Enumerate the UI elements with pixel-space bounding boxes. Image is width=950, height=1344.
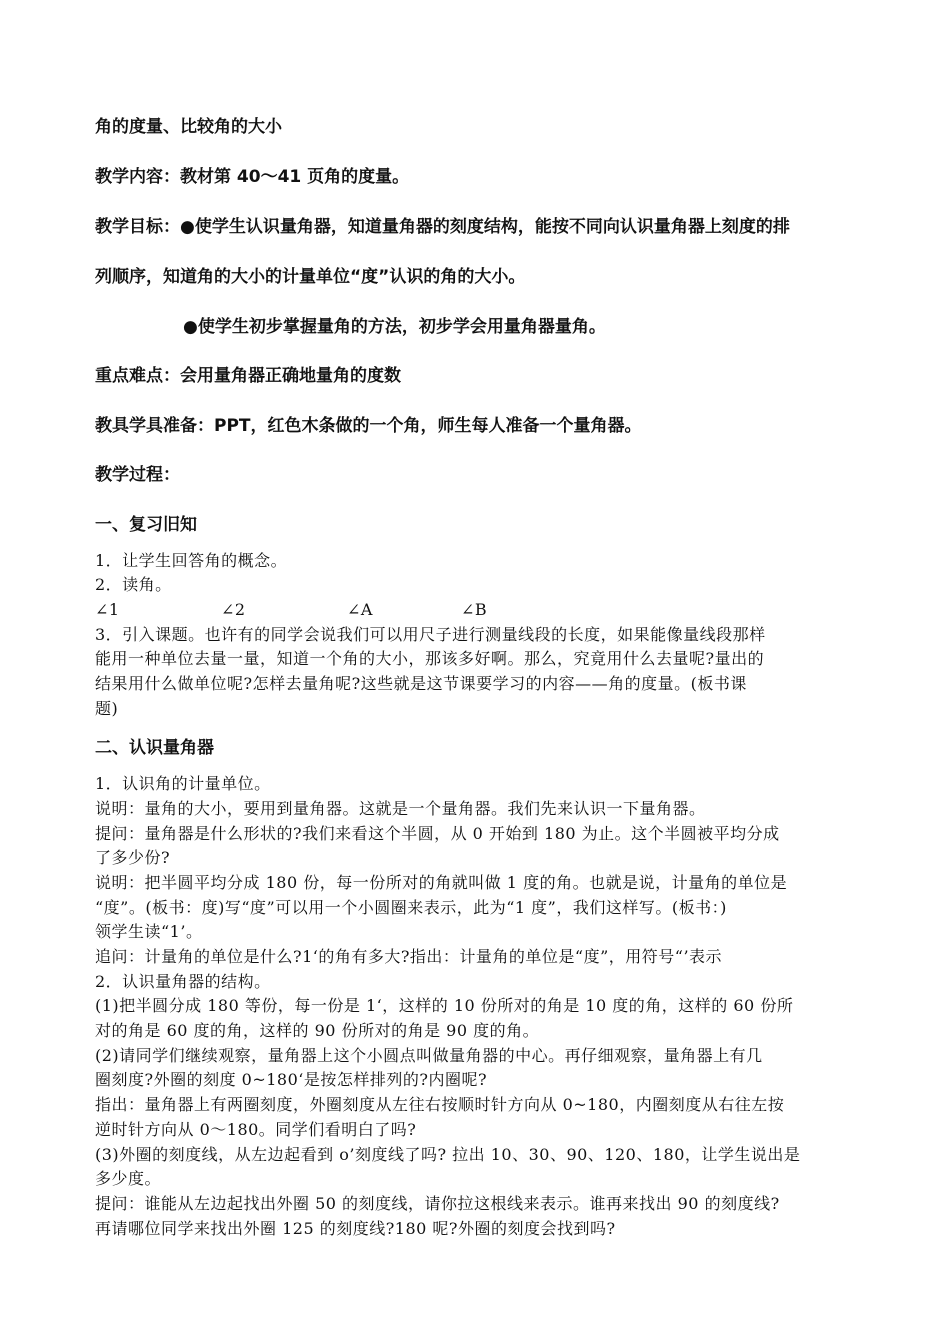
paragraph-line: 题)	[95, 699, 119, 718]
paragraph-line: 3．引入课题。也许有的同学会说我们可以用尺子进行测量线段的长度，如果能像量线段那样	[95, 625, 766, 644]
paragraph-line: (3)外圈的刻度线，从左边起看到 o’刻度线了吗? 拉出 10、30、90、120、180，让学生说出是	[95, 1145, 801, 1164]
angle-label: ∠A	[347, 600, 373, 619]
key-points: 重点难点：会用量角器正确地量角的度数	[95, 366, 401, 386]
paragraph-line: 2．认识量角器的结构。	[95, 972, 271, 991]
section1-item1: 1．让学生回答角的概念。	[95, 551, 288, 570]
paragraph-line: 提问：量角器是什么形状的?我们来看这个半圆，从 0 开始到 180 为止。这个半圆被平均分成	[95, 824, 780, 843]
lesson-title: 角的度量、比较角的大小	[95, 117, 282, 137]
paragraph-line: 说明：把半圆平均分成 180 份，每一份所对的角就叫做 1 度的角。也就是说，计量角的单位是	[95, 873, 788, 892]
paragraph-line: (2)请同学们继续观察，量角器上这个小圆点叫做量角器的中心。再仔细观察，量角器上有几	[95, 1046, 763, 1065]
paragraph-line: 结果用什么做单位呢?怎样去量角呢?这些就是这节课要学习的内容——角的度量。(板书课	[95, 674, 747, 693]
paragraph-line: 了多少份?	[95, 848, 171, 867]
paragraph-line: “度”。(板书：度)写“度”可以用一个小圆圈来表示，此为“1 度”，我们这样写。(板书：)	[95, 898, 727, 917]
paragraph-line: 说明：量角的大小，要用到量角器。这就是一个量角器。我们先来认识一下量角器。	[95, 799, 706, 818]
teaching-goal-line2: 列顺序，知道角的大小的计量单位“度”认识的角的大小。	[95, 267, 526, 287]
paragraph-line: 对的角是 60 度的角，这样的 90 份所对的角是 90 度的角。	[95, 1021, 540, 1040]
paragraph-line: (1)把半圆分成 180 等份，每一份是 1‘，这样的 10 份所对的角是 10 度的角，这样的 60 份所	[95, 996, 794, 1015]
paragraph-line: 圈刻度?外圈的刻度 0~180‘是按怎样排列的?内圈呢?	[95, 1070, 488, 1089]
paragraph-line: 领学生读“1’。	[95, 922, 203, 941]
paragraph-line: 指出：量角器上有两圈刻度，外圈刻度从左往右按顺时针方向从 0~180，内圈刻度从右往左按	[95, 1095, 785, 1114]
section1-heading: 一、复习旧知	[95, 515, 197, 535]
paragraph-line: 追问：计量角的单位是什么?1‘的角有多大?指出：计量角的单位是“度”，用符号“’表示	[95, 947, 723, 966]
paragraph-line: 多少度。	[95, 1169, 162, 1188]
angle-label: ∠2	[221, 600, 246, 619]
paragraph-line: 再请哪位同学来找出外圈 125 的刻度线?180 呢?外圈的刻度会找到吗?	[95, 1219, 616, 1238]
paragraph-line: 能用一种单位去量一量，知道一个角的大小，那该多好啊。那么，究竟用什么去量呢?量出的	[95, 649, 765, 668]
section2-heading: 二、认识量角器	[95, 738, 214, 758]
angle-label: ∠1	[95, 600, 120, 619]
paragraph-line: 逆时针方向从 0～180。同学们看明白了吗?	[95, 1120, 417, 1139]
section1-item2: 2．读角。	[95, 575, 172, 594]
teaching-content: 教学内容：教材第 40～41 页角的度量。	[95, 167, 410, 187]
angle-list	[95, 598, 860, 622]
paragraph-line: 1．认识角的计量单位。	[95, 774, 271, 793]
angle-label: ∠B	[461, 600, 488, 619]
teaching-goal-line1: 教学目标：●使学生认识量角器，知道量角器的刻度结构，能按不同向认识量角器上刻度的排	[95, 217, 790, 237]
teaching-tools: 教具学具准备：PPT，红色木条做的一个角，师生每人准备一个量角器。	[95, 416, 642, 436]
teaching-goal-line3: ●使学生初步掌握量角的方法，初步学会用量角器量角。	[183, 317, 606, 337]
teaching-process-label: 教学过程：	[95, 465, 180, 485]
paragraph-line: 提问：谁能从左边起找出外圈 50 的刻度线，请你拉这根线来表示。谁再来找出 90 的刻度线?	[95, 1194, 780, 1213]
